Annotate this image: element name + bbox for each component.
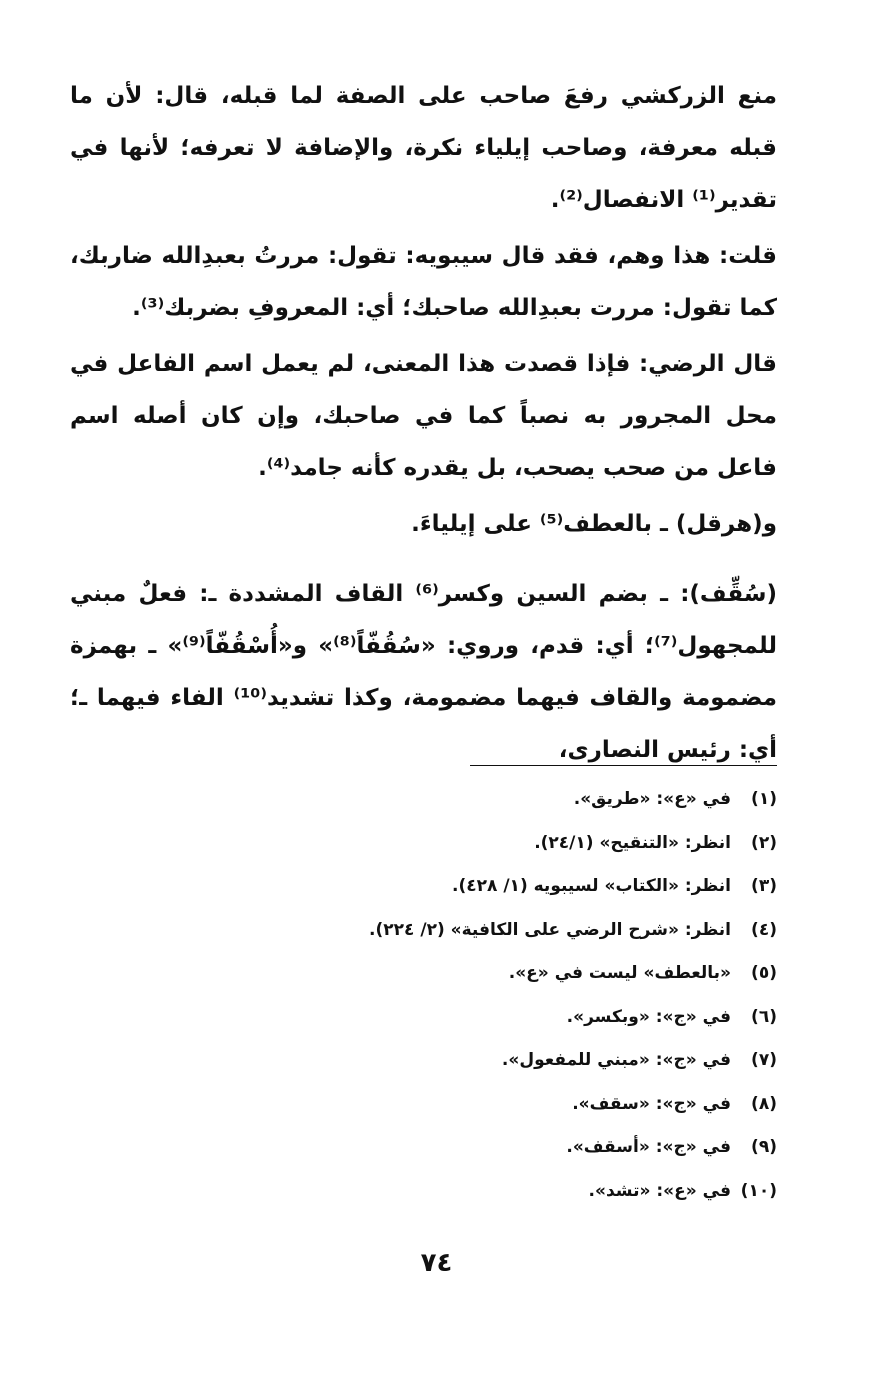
footnote-4 <box>70 909 777 953</box>
footnote-separator <box>470 765 777 766</box>
footnote-5 <box>70 952 777 996</box>
footnote-8 <box>70 1083 777 1127</box>
footnote-text: انظر: «الكتاب» لسيبويه (١/ ٤٢٨). <box>452 876 731 896</box>
footnote-6 <box>70 996 777 1040</box>
body-paragraph-3: قال الرضي: فإذا قصدت هذا المعنى، لم يعمل اسم الفاعل في محل المجرور به نصباً كما في صاحبك، وإن كان أصله اسم فاعل من صحب يصحب، بل يقدره كأنه جامد⁽⁴⁾. <box>61 351 777 481</box>
footnote-text: «بالعطف» ليست في «ع». <box>508 963 731 983</box>
footnote-text: في «ج»: «مبني للمفعول». <box>501 1050 731 1070</box>
footnote-number: (١٠) <box>740 1180 777 1201</box>
body-paragraph-5: (سُقِّف): ـ بضم السين وكسر⁽⁶⁾ القاف المشددة ـ: فعلٌ مبني للمجهول⁽⁷⁾؛ أي: قدم، وروي: «سُقُفّاً⁽⁸⁾» و«أُسْقُفّاً⁽⁹⁾» ـ بهمزة مضمومة والقاف فيهما مضمومة، وكذا تشديد⁽¹⁰⁾ الفاء فيهما ـ؛ أي: رئيس النصارى، <box>61 581 777 763</box>
footnote-number: (٣) <box>751 876 777 896</box>
footnote-7 <box>70 1039 777 1083</box>
body-paragraph-1: منع الزركشي رفعَ صاحب على الصفة لما قبله، قال: لأن ما قبله معرفة، وصاحب إيلياء نكرة، والإضافة لا تعرفه؛ لأنها في تقدير⁽¹⁾ الانفصال⁽²⁾. <box>61 83 777 213</box>
footnote-number: (٢) <box>751 832 777 853</box>
footnote-number: (٩) <box>751 1137 777 1157</box>
footnote-number: (٥) <box>751 963 777 983</box>
footnote-text: في «ج»: «سقف». <box>572 1093 731 1114</box>
footnote-9 <box>70 1126 777 1170</box>
footnote-number: (٦) <box>751 1006 777 1027</box>
footnote-3 <box>70 865 777 909</box>
page-number: ٧٤ <box>420 1248 453 1278</box>
footnote-text: انظر: «شرح الرضي على الكافية» (٢/ ٢٢٤). <box>369 919 731 940</box>
footnote-1 <box>70 778 777 822</box>
footnote-text: في «ج»: «وبكسر». <box>566 1006 731 1027</box>
body-paragraph-2: قلت: هذا وهم، فقد قال سيبويه: تقول: مررتُ بعبدِالله ضاربك، كما تقول: مررت بعبدِالله صاحبك؛ أي: المعروفِ بضربك⁽³⁾. <box>61 243 777 321</box>
body-paragraph-4: و(هرقل) ـ بالعطف⁽⁵⁾ على إيلياءَ. <box>411 511 777 537</box>
footnote-text: انظر: «التنقيح» (٢٤/١). <box>534 832 731 853</box>
footnote-number: (٨) <box>751 1093 777 1114</box>
footnotes-list <box>70 778 777 1213</box>
footnote-2 <box>70 822 777 866</box>
footnote-number: (١) <box>751 789 777 809</box>
footnote-number: (٧) <box>751 1050 777 1070</box>
footnote-text: في «ع»: «طريق». <box>573 789 731 809</box>
footnote-text: في «ع»: «تشد». <box>588 1180 731 1201</box>
footnote-text: في «ج»: «أسقف». <box>566 1137 731 1157</box>
footnote-10 <box>70 1170 777 1214</box>
footnote-number: (٤) <box>751 919 777 940</box>
